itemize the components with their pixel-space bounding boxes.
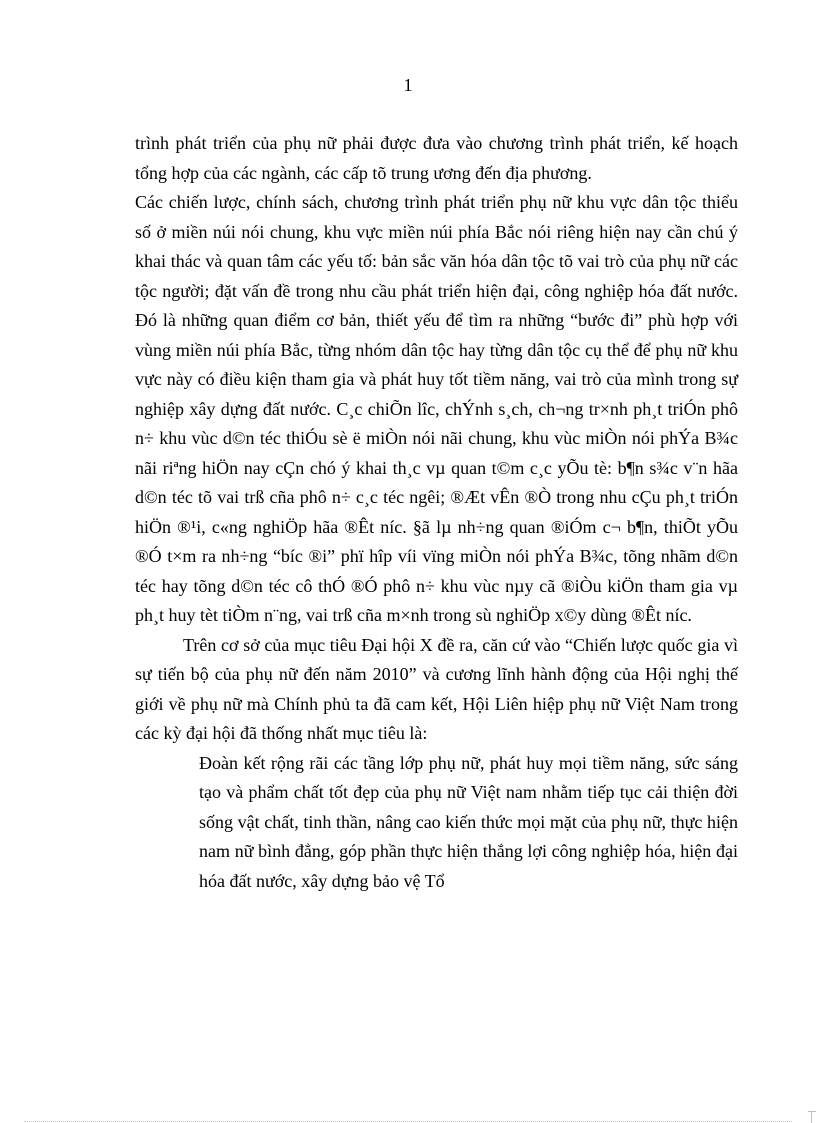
page-bottom-rule <box>24 1121 792 1122</box>
paragraph-strategies: Các chiến lược, chính sách, chương trình phát triển phụ nữ khu vực dân tộc thiểu số ở miền núi nói chung, khu vực miền núi phía Bắc nói riêng hiện nay cần chú ý khai thác và quan tâm các yếu tố: bản sắc văn hóa dân tộc tõ vai trò của phụ nữ các tộc người; đặt vấn đề trong nhu cầu phát triển hiện đại, công nghiệp hóa đất nước. Đó là những quan điểm cơ bản, thiết yếu để tìm ra những “bước đi” phù hợp với vùng miền núi phía Bắc, từng nhóm dân tộc hay từng dân tộc cụ thể để phụ nữ khu vực này có điều kiện tham gia và phát huy tốt tiềm năng, vai trò của mình trong sự nghiệp xây dựng đất nước. C¸c chiÕn lîc, chÝnh s¸ch, ch¬ng tr×nh ph¸t triÓn phô n÷ khu vùc d©n téc thiÓu sè ë miÒn nói nãi chung, khu vùc miÒn nói phÝa B¾c nãi riªng hiÖn nay cÇn chó ý khai th¸c vµ quan t©m c¸c yÕu tè: b¶n s¾c v¨n hãa d©n téc tõ vai trß cña phô n÷ c¸c téc ngêi; ®Æt vÊn ®Ò trong nhu cÇu ph¸t triÓn hiÖn ®¹i, c«ng nghiÖp hãa ®Êt níc. §ã lµ nh÷ng quan ®iÓm c¬ b¶n, thiÕt yÕu ®Ó t×m ra nh÷ng “bíc ®i” phï hîp víi vïng miÒn nói phÝa B¾c, tõng nhãm d©n téc hay tõng d©n téc cô thÓ ®Ó phô n÷ khu vùc nµy cã ®iÒu kiÖn tham gia vµ ph¸t huy tèt tiÒm n¨ng, vai trß cña m×nh trong sù nghiÖp x©y dùng ®Êt níc. <box>135 192 738 625</box>
paragraph-objectives-intro: Trên cơ sở của mục tiêu Đại hội X đề ra, căn cứ vào “Chiến lược quốc gia vì sự tiến bộ của phụ nữ đến năm 2010” và cương lĩnh hành động của Hội nghị thế giới về phụ nữ mà Chính phủ ta đã cam kết, Hội Liên hiệp phụ nữ Việt Nam trong các kỳ đại hội đã thống nhất mục tiêu là: <box>135 634 738 743</box>
corner-crop-mark-vertical <box>811 1111 812 1123</box>
paragraph-continuation: trình phát triển của phụ nữ phải được đưa vào chương trình phát triển, kế hoạch tổng hợp của các ngành, các cấp tõ trung ương đến địa phương. <box>135 133 738 183</box>
corner-crop-mark <box>808 1111 816 1112</box>
page-number: 1 <box>403 75 413 95</box>
block-quote-objectives: Đoàn kết rộng rãi các tầng lớp phụ nữ, phát huy mọi tiềm năng, sức sáng tạo và phẩm chất tốt đẹp của phụ nữ Việt nam nhằm tiếp tục cải thiện đời sống vật chất, tinh thần, nâng cao kiến thức mọi mặt của phụ nữ, thực hiện nam nữ bình đẳng, góp phần thực hiện thắng lợi công nghiệp hóa, hiện đại hóa đất nước, xây dựng bảo vệ Tổ <box>199 752 738 891</box>
document-body <box>135 129 738 896</box>
